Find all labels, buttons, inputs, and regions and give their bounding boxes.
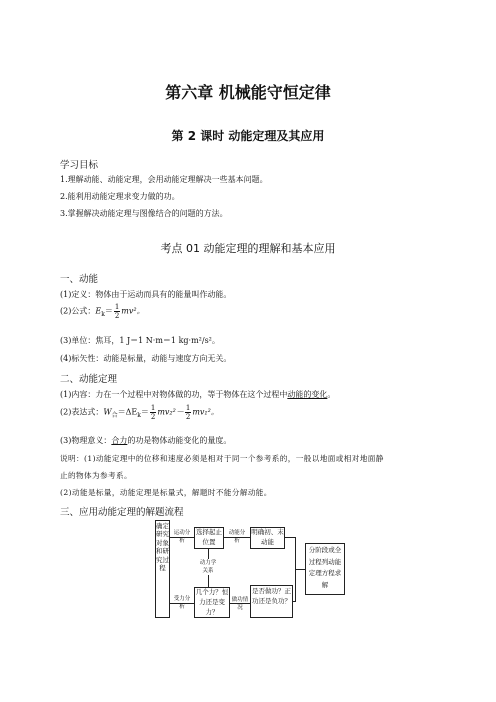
fc-force-label: 受力分析: [173, 596, 191, 610]
note-2: (2)动能是标量，动能定理是标量式，解题时不能分解动能。: [60, 488, 272, 497]
objective-3: 3.掌握解决动能定理与图像结合的问题的方法。: [60, 209, 228, 218]
fc-which-forces: 几个力？恒力还是变力？: [195, 588, 229, 616]
fc-kinetic-label: 动能分析: [228, 530, 246, 544]
note-1: 说明：(1)动能定理中的位移和速度必须是相对于同一个参考系的，一般以地面或相对地面静: [60, 454, 384, 463]
theorem-content: (1)内容：力在一个过程中对物体做的功，等于物体在这个过程中动能的变化。: [60, 390, 336, 399]
fc-line: [285, 537, 295, 538]
fc-left-text: 确定研究对象和研究过程: [156, 522, 169, 573]
ke-definition: (1)定义：物体由于运动而具有的能量叫作动能。: [60, 290, 232, 299]
fc-select-positions: 选择起止位置: [196, 528, 222, 546]
topic-title: 考点 01 动能定理的理解和基本应用: [160, 242, 336, 255]
theorem-expression: (2)表达式：$W_合=\Delta E_k=$ $\frac{1}{2}$ mv₂²－ $\frac{1}{2}$ mv₁²。: [60, 404, 219, 421]
note-1-cont: 止的物体为参考系。: [60, 471, 132, 480]
section2-heading: 二、动能定理: [60, 374, 118, 385]
fc-final-text: 分阶段或全过程列动能定理方程求解: [308, 546, 342, 589]
section3-heading: 三、应用动能定理的解题流程: [60, 507, 184, 518]
lesson-title: 第 2 课时 动能定理及其应用: [171, 129, 325, 143]
fc-work-question: 是否做功？正功还是负功？: [252, 587, 291, 605]
objective-1: 1.理解动能、动能定理，会用动能定理解决一些基本问题。: [60, 175, 268, 184]
chapter-title: 第六章 机械能守恒定律: [165, 83, 331, 102]
objectives-heading: 学习目标: [60, 160, 99, 171]
fc-work-label: 做功情况: [231, 597, 249, 611]
fc-find-ke: 明确初、末动能: [251, 528, 284, 546]
fc-motion-label: 运动分析: [173, 530, 191, 544]
fc-dynamics-label: 动力学关系: [199, 560, 217, 574]
section1-heading: 一、动能: [60, 274, 99, 285]
objective-2: 2.能利用动能定理求变力做的功。: [60, 192, 180, 201]
ke-unit: (3)单位：焦耳，1 J＝1 N·m＝1 kg·m²/s²。: [60, 336, 220, 345]
theorem-meaning: (3)物理意义：合力的功是物体动能变化的量度。: [60, 436, 232, 445]
ke-scalar: (4)标矢性：动能是标量，动能与速度方向无关。: [60, 354, 232, 363]
ke-formula: (2)公式：$E_k=$ $\frac{1}{2}$ mv²。: [60, 303, 145, 320]
fc-line: [295, 569, 305, 570]
